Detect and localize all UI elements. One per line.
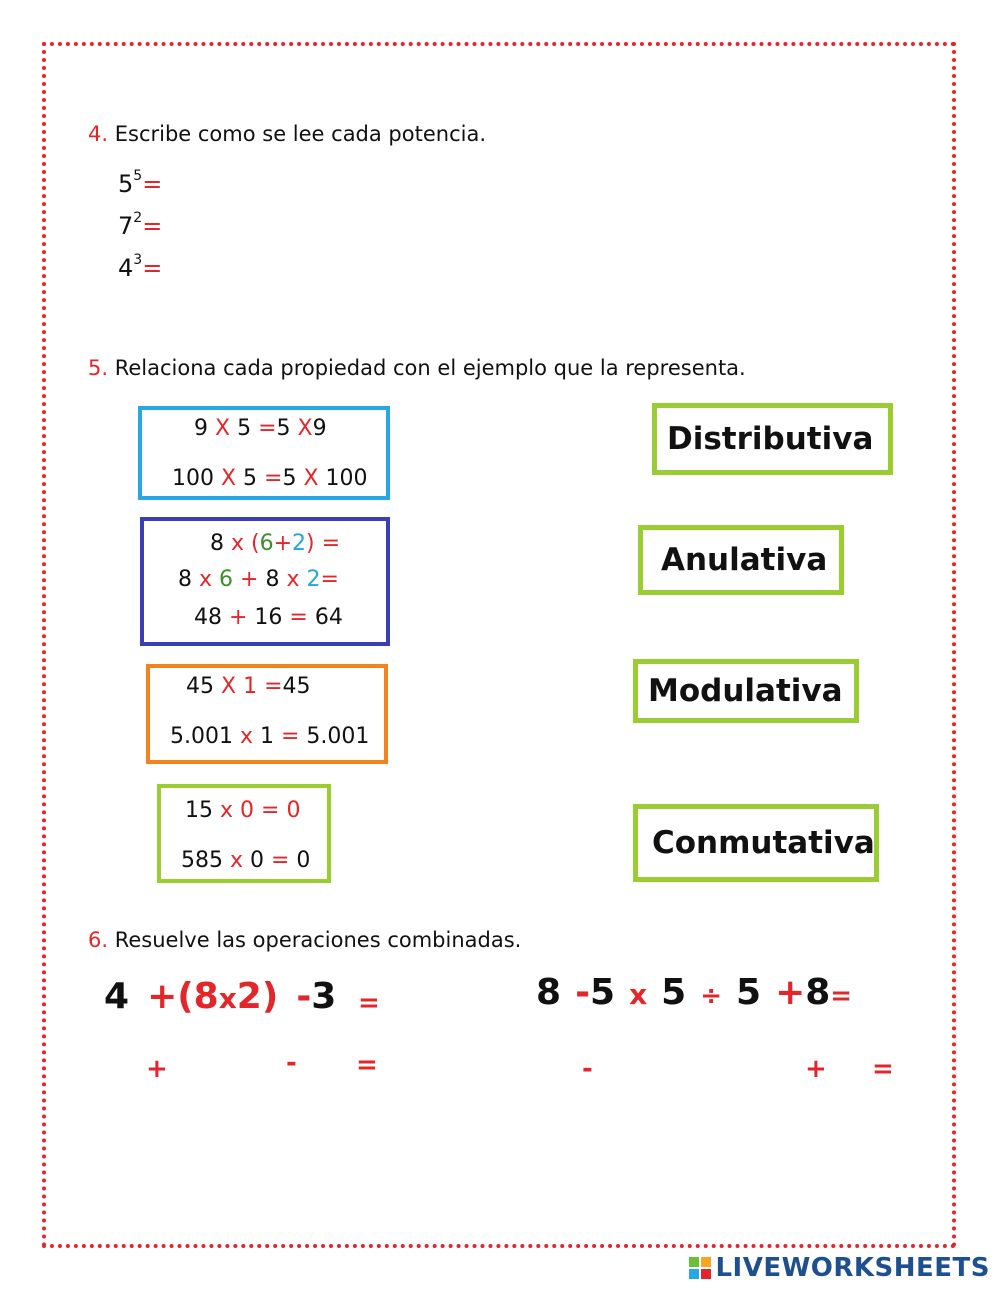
- operation-2-result-equals[interactable]: =: [872, 1054, 894, 1084]
- example-box-modulative[interactable]: [146, 664, 388, 764]
- operation-1-equals: =: [358, 988, 380, 1018]
- power-exponent: 2: [133, 210, 143, 226]
- label-modulativa[interactable]: Modulativa: [633, 659, 859, 723]
- operation-1-result-equals[interactable]: =: [356, 1050, 378, 1080]
- example-line: 8 x (6+2) =: [210, 531, 341, 556]
- equals-sign: =: [142, 170, 163, 198]
- example-line: 48 + 16 = 64: [194, 605, 343, 630]
- example-line: 100 X 5 =5 X 100: [172, 466, 368, 491]
- brand-logo-icon: [689, 1256, 711, 1278]
- operation-2: 8 -5 x 5 ÷ 5 +8=: [536, 972, 853, 1013]
- power-1: [118, 170, 162, 198]
- liveworksheets-logo: [689, 1253, 990, 1283]
- example-line: 15 x 0 = 0: [185, 798, 301, 823]
- equals-sign: =: [142, 254, 163, 282]
- operation-2-minus[interactable]: -: [582, 1054, 593, 1084]
- example-box-distributive[interactable]: [140, 517, 390, 646]
- question-5: [88, 356, 746, 380]
- brand-name: LIVEWORKSHEETS: [715, 1253, 990, 1283]
- question-4-number: 4.: [88, 122, 109, 146]
- label-anulativa[interactable]: Anulativa: [638, 525, 844, 595]
- example-line: 5.001 x 1 = 5.001: [170, 724, 370, 749]
- question-4: [88, 122, 486, 146]
- operation-1-plus[interactable]: +: [146, 1054, 168, 1084]
- question-6-number: 6.: [88, 928, 109, 952]
- example-line: 585 x 0 = 0: [181, 848, 311, 873]
- equals-sign: =: [142, 212, 163, 240]
- operation-1: 4 +(8x2) -3: [104, 976, 337, 1017]
- example-box-annulative[interactable]: [157, 784, 331, 883]
- operation-2-plus[interactable]: +: [805, 1054, 827, 1084]
- power-exponent: 5: [133, 168, 143, 184]
- power-2: [118, 212, 162, 240]
- power-base: 5: [118, 170, 134, 198]
- question-6-text: Resuelve las operaciones combinadas.: [114, 928, 522, 952]
- example-box-commutative[interactable]: [138, 406, 390, 500]
- power-3: [118, 254, 162, 282]
- label-conmutativa[interactable]: Conmutativa: [633, 804, 879, 882]
- question-5-text: Relaciona cada propiedad con el ejemplo que la representa.: [114, 356, 746, 380]
- operation-1-minus[interactable]: -: [286, 1048, 297, 1078]
- power-base: 7: [118, 212, 134, 240]
- question-6: [88, 928, 521, 952]
- power-base: 4: [118, 254, 134, 282]
- example-line: 9 X 5 =5 X9: [194, 416, 327, 441]
- label-distributiva[interactable]: Distributiva: [652, 403, 893, 475]
- example-line: 8 x 6 + 8 x 2=: [178, 567, 339, 592]
- example-line: 45 X 1 =45: [186, 674, 311, 699]
- power-exponent: 3: [133, 252, 143, 268]
- question-5-number: 5.: [88, 356, 109, 380]
- question-4-text: Escribe como se lee cada potencia.: [114, 122, 486, 146]
